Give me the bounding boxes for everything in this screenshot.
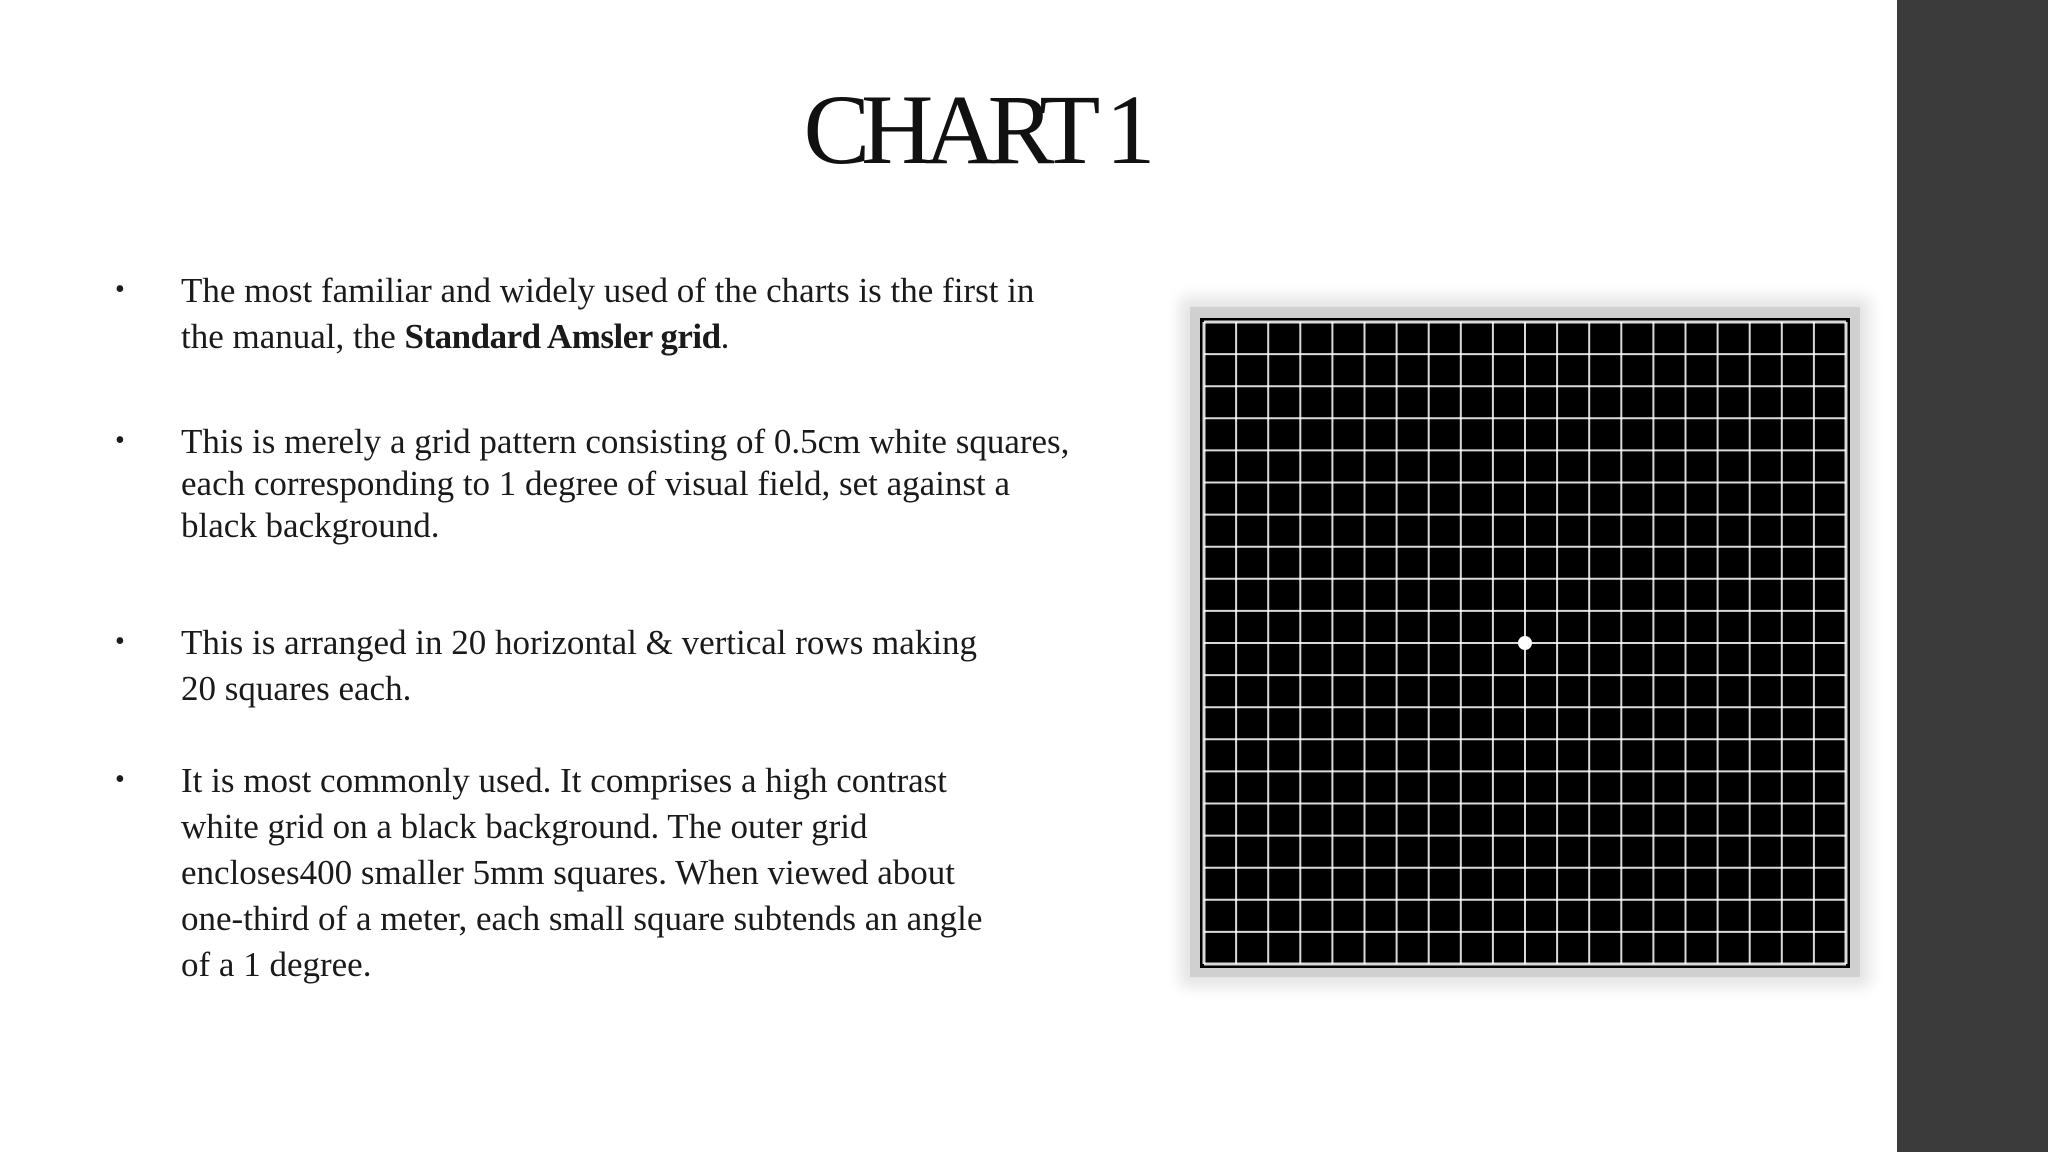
bullet-text: [181, 620, 1191, 712]
bullet-line: The most familiar and widely used of the charts is the first in: [181, 271, 1035, 310]
bullet-line: This is merely a grid pattern consisting of 0.5cm white squares,: [181, 422, 1070, 461]
bullet-line: encloses400 smaller 5mm squares. When viewed about: [181, 853, 956, 892]
bullet-line: It is most commonly used. It comprises a high contrast: [181, 761, 948, 800]
bullet-marker: •: [115, 764, 125, 795]
bullet-marker: •: [115, 274, 125, 305]
standard-amsler-grid-term: Standard Amsler grid: [404, 317, 721, 356]
bullet-line: [181, 314, 1191, 360]
bullet-marker: •: [115, 626, 125, 657]
bullet-text: [181, 268, 1191, 360]
bullet-line: This is arranged in 20 horizontal & vertical rows making: [181, 623, 978, 662]
bullet-line: black background.: [181, 506, 440, 545]
amsler-grid-image: [1200, 318, 1850, 968]
slide-title: CHART 1: [803, 74, 1147, 185]
bullet-line-text: the manual, the: [181, 317, 405, 356]
fixation-dot: [1518, 636, 1532, 650]
bullet-line: white grid on a black background. The outer grid: [181, 807, 868, 846]
bullet-marker: •: [115, 425, 125, 456]
side-bar: [1897, 0, 2048, 1152]
bullet-line: of a 1 degree.: [181, 945, 372, 984]
bullet-line-text: .: [720, 317, 730, 356]
bullet-line: one-third of a meter, each small square subtends an angle: [181, 899, 983, 938]
bullet-text: [181, 421, 1191, 547]
bullet-line: each corresponding to 1 degree of visual field, set against a: [181, 464, 1011, 503]
bullet-line: 20 squares each.: [181, 669, 412, 708]
bullet-text: [181, 758, 1191, 988]
